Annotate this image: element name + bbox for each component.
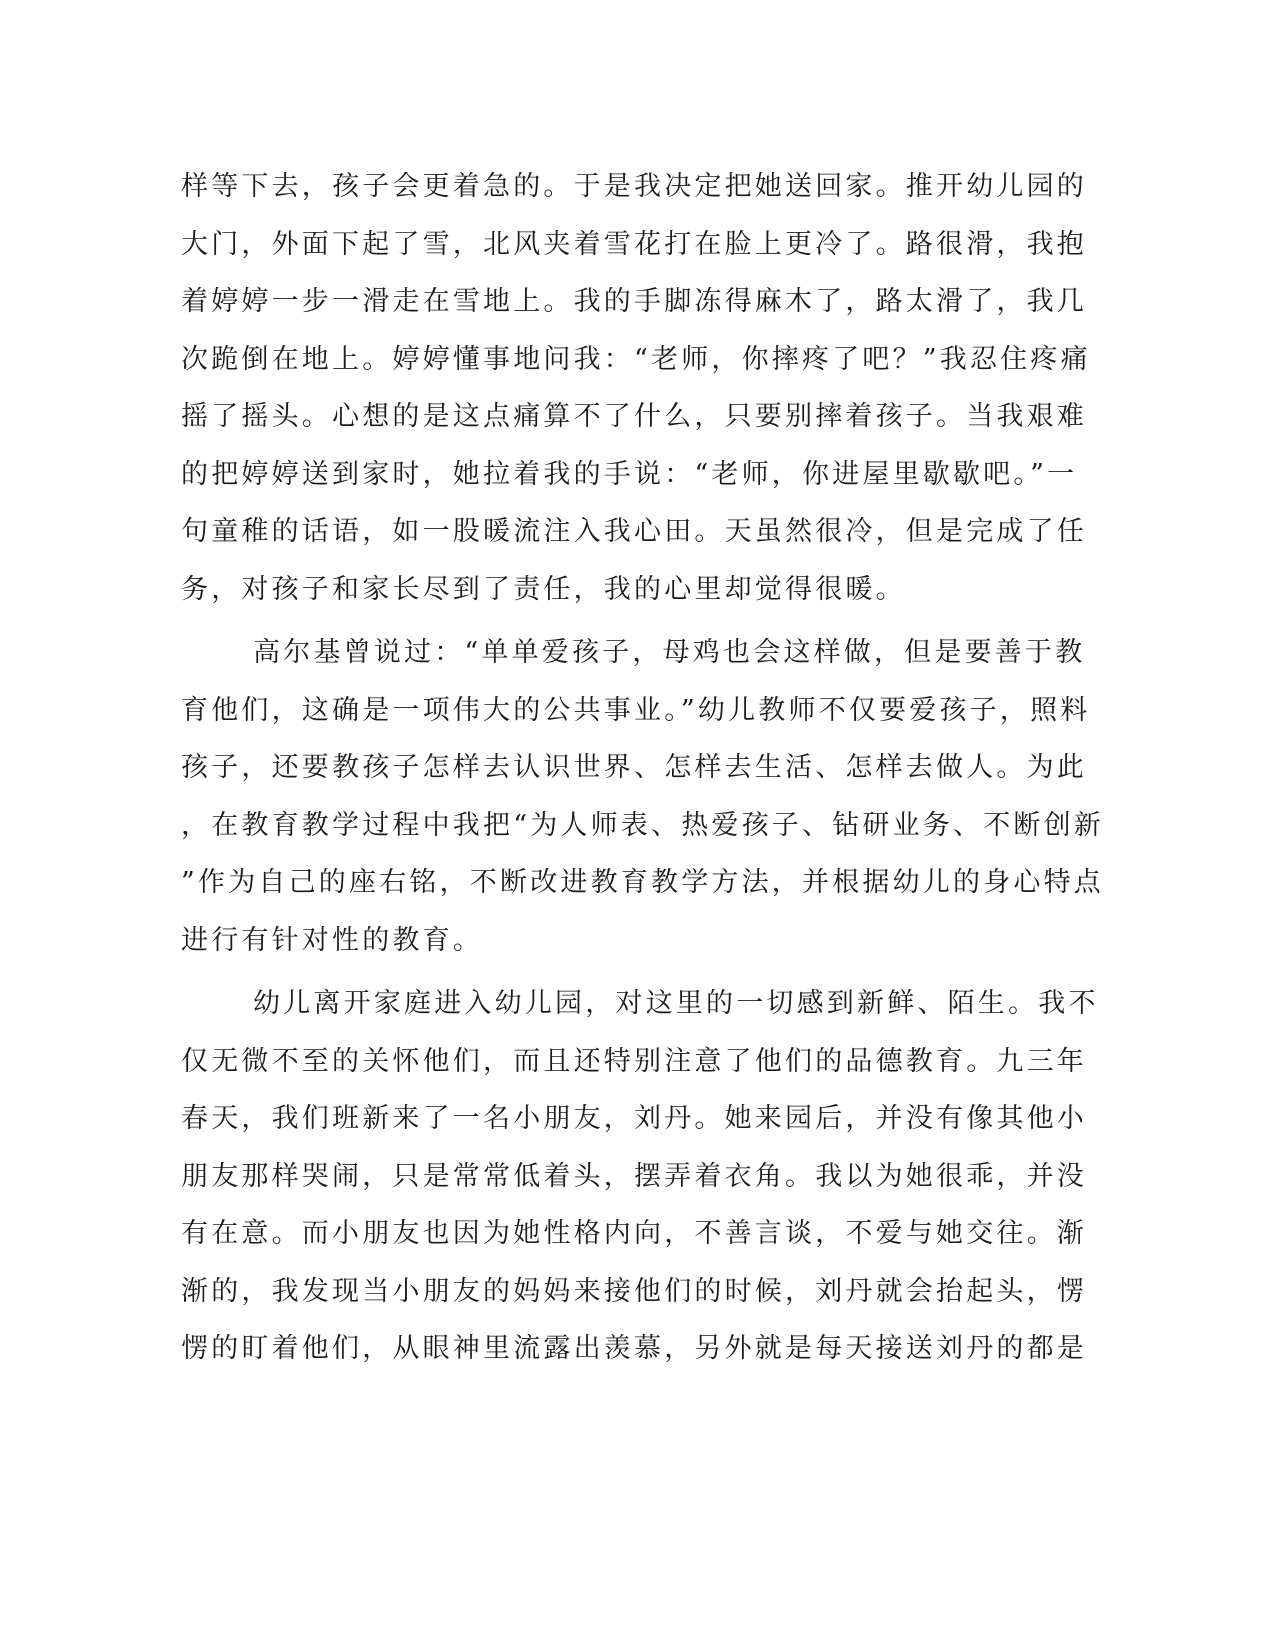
paragraph-first-line: 高尔基曾说过：“单单爱孩子，母鸡也会这样做，但是要善于教 [253,637,1086,668]
text-line: 务，对孩子和家长尽到了责任，我的心里却觉得很暖。 [181,573,906,605]
text-line: 愣的盯着他们，从眼神里流露出羡慕，另外就是每天接送刘丹的都是 [181,1333,1087,1364]
text-line: 样等下去，孩子会更着急的。于是我决定把她送回家。推开幼儿园的 [181,171,1087,202]
text-line: 育他们，这确是一项伟大的公共事业。”幼儿教师不仅要爱孩子，照料 [181,694,1091,726]
body-text [181,158,1105,1378]
text-line: 着婷婷一步一滑走在雪地上。我的手脚冻得麻木了，路太滑了，我几 [181,286,1087,317]
text-line: 孩子，还要教孩子怎样去认识世界、怎样去生活、怎样去做人。为此 [181,752,1087,783]
text-line: 进行有针对性的教育。 [181,924,483,956]
text-line: 句童稚的话语，如一股暖流注入我心田。天虽然很冷，但是完成了任 [181,516,1087,547]
text-line: 渐的，我发现当小朋友的妈妈来接他们的时候，刘丹就会抬起头，愣 [181,1275,1087,1307]
text-line: 朋友那样哭闹，只是常常低着头，摆弄着衣角。我以为她很乖，并没 [181,1160,1087,1192]
text-line: 次跪倒在地上。婷婷懂事地问我：“老师，你摔疼了吧？”我忍住疼痛 [181,343,1091,375]
text-line: 大门，外面下起了雪，北风夹着雪花打在脸上更冷了。路很滑，我抱 [181,228,1087,260]
text-line: ”作为自己的座右铭，不断改进教育教学方法，并根据幼儿的身心特点 [181,867,1105,898]
paragraph-first-line: 幼儿离开家庭进入幼儿园，对这里的一切感到新鲜、陌生。我不 [253,988,1099,1019]
text-line: 有在意。而小朋友也因为她性格内向，不善言谈，不爱与她交往。渐 [181,1218,1087,1249]
text-line: 的把婷婷送到家时，她拉着我的手说：“老师，你进屋里歇歇吧。”一 [181,458,1078,490]
text-line: ，在教育教学过程中我把“为人师表、热爱孩子、钻研业务、不断创新 [181,809,1105,841]
text-line: 仅无微不至的关怀他们，而且还特别注意了他们的品德教育。九三年 [181,1045,1087,1077]
text-line: 摇了摇头。心想的是这点痛算不了什么，只要别摔着孩子。当我艰难 [181,401,1087,432]
text-line: 春天，我们班新来了一名小朋友，刘丹。她来园后，并没有像其他小 [181,1103,1087,1134]
